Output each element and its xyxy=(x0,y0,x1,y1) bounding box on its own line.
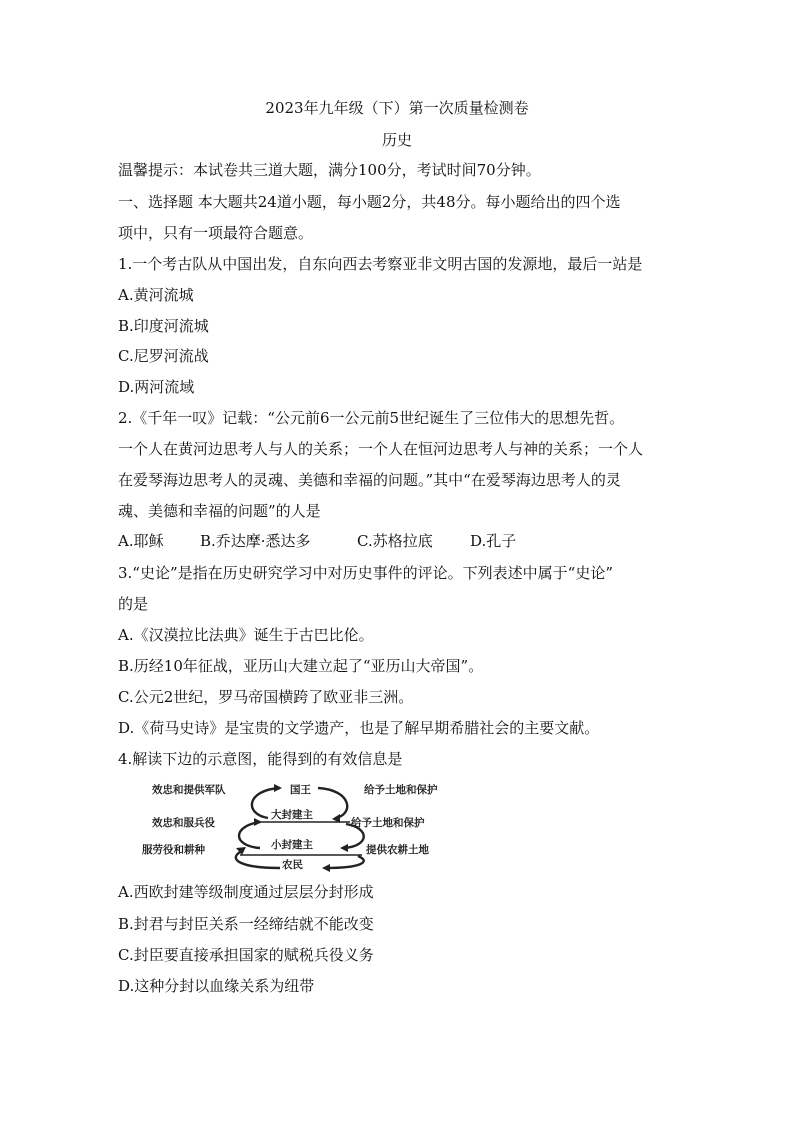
q3-option-c: C.公元2世纪，罗马帝国横跨了欧亚非三洲。 xyxy=(118,688,414,706)
feudal-hierarchy-diagram xyxy=(140,776,468,876)
diagram-right-label-3: 提供农耕土地 xyxy=(366,844,429,856)
q4-option-d: D.这种分封以血缘关系为纽带 xyxy=(118,977,315,995)
diagram-left-label-3: 服劳役和耕种 xyxy=(142,844,205,856)
diagram-arrow-left-mid xyxy=(239,822,260,848)
notice-text: 温馨提示：本试卷共三道大题，满分100分，考试时间70分钟。 xyxy=(118,161,541,179)
q1-stem: 1.一个考古队从中国出发，自东向西去考察亚非文明古国的发源地，最后一站是 xyxy=(118,255,643,273)
q1-option-a: A.黄河流城 xyxy=(118,286,194,304)
q1-option-b: B.印度河流城 xyxy=(118,317,209,335)
q4-option-a: A.西欧封建等级制度通过层层分封形成 xyxy=(118,883,374,901)
q2-options xyxy=(118,531,718,551)
q2-option-a: A.耶稣 xyxy=(118,532,164,550)
diagram-arrowhead-left-mid xyxy=(254,818,262,826)
q4-option-b: B.封君与封臣关系一经缔结就不能改变 xyxy=(118,915,374,933)
diagram-left-label-2: 效忠和服兵役 xyxy=(152,817,215,829)
diagram-right-label-1: 给予土地和保护 xyxy=(364,784,438,796)
section-heading-line1: 一、选择题 本大题共24道小题，每小题2分，共48分。每小题给出的四个选 xyxy=(118,193,621,211)
diagram-center-king: 国王 xyxy=(290,784,311,796)
diagram-arrow-right-top xyxy=(318,788,347,818)
q2-option-d: D.孔子 xyxy=(470,532,517,550)
exam-title: 2023年九年级（下）第一次质量检测卷 xyxy=(265,99,529,117)
subject-title: 历史 xyxy=(381,131,412,149)
diagram-arrowhead-right-mid xyxy=(340,844,348,852)
q3-option-b: B.历经10年征战，亚历山大建立起了“亚历山大帝国”。 xyxy=(118,657,484,675)
q2-stem-line3: 在爱琴海边思考人的灵魂、美德和幸福的问题。”其中“在爱琴海边思考人的灵 xyxy=(118,471,621,489)
q3-option-a: A.《汉漠拉比法典》诞生于古巴比伦。 xyxy=(118,626,374,644)
q3-stem-line2: 的是 xyxy=(118,595,149,613)
diagram-right-label-2: 给予土地和保护 xyxy=(351,817,425,829)
q4-option-c: C.封臣要直接承担国家的赋税兵役义务 xyxy=(118,946,374,964)
diagram-arrow-right-bottom xyxy=(326,856,364,868)
q3-stem-line1: 3.“史论”是指在历史研究学习中对历史事件的评论。下列表述中属于“史论” xyxy=(118,564,613,582)
q2-stem-line1: 2.《千年一叹》记载：“公元前6一公元前5世纪诞生了三位伟大的思想先哲。 xyxy=(118,409,625,427)
diagram-left-label-1: 效忠和提供军队 xyxy=(152,784,226,796)
q1-option-c: C.尼罗河流战 xyxy=(118,347,209,365)
q2-option-b: B.乔达摩·悉达多 xyxy=(200,532,311,550)
q2-option-c: C.苏格拉底 xyxy=(357,532,433,550)
q3-option-d: D.《荷马史诗》是宝贵的文学遗产，也是了解早期希腊社会的主要文献。 xyxy=(118,719,600,737)
q4-stem: 4.解读下边的示意图，能得到的有效信息是 xyxy=(118,750,403,768)
diagram-center-peasant: 农民 xyxy=(282,859,303,871)
diagram-center-lesser-lord: 小封建主 xyxy=(271,839,313,851)
q2-stem-line4: 魂、美德和幸福的问题”的人是 xyxy=(118,502,321,520)
diagram-arrowhead-left-top xyxy=(274,784,282,792)
diagram-arrowhead-right-bottom xyxy=(322,864,330,872)
q1-option-d: D.两河流域 xyxy=(118,378,195,396)
q2-stem-line2: 一个人在黄河边思考人与人的关系；一个人在恒河边思考人与神的关系；一个人 xyxy=(118,440,644,458)
diagram-center-great-lord: 大封建主 xyxy=(271,809,313,821)
section-heading-line2: 项中，只有一项最符合题意。 xyxy=(118,224,314,242)
